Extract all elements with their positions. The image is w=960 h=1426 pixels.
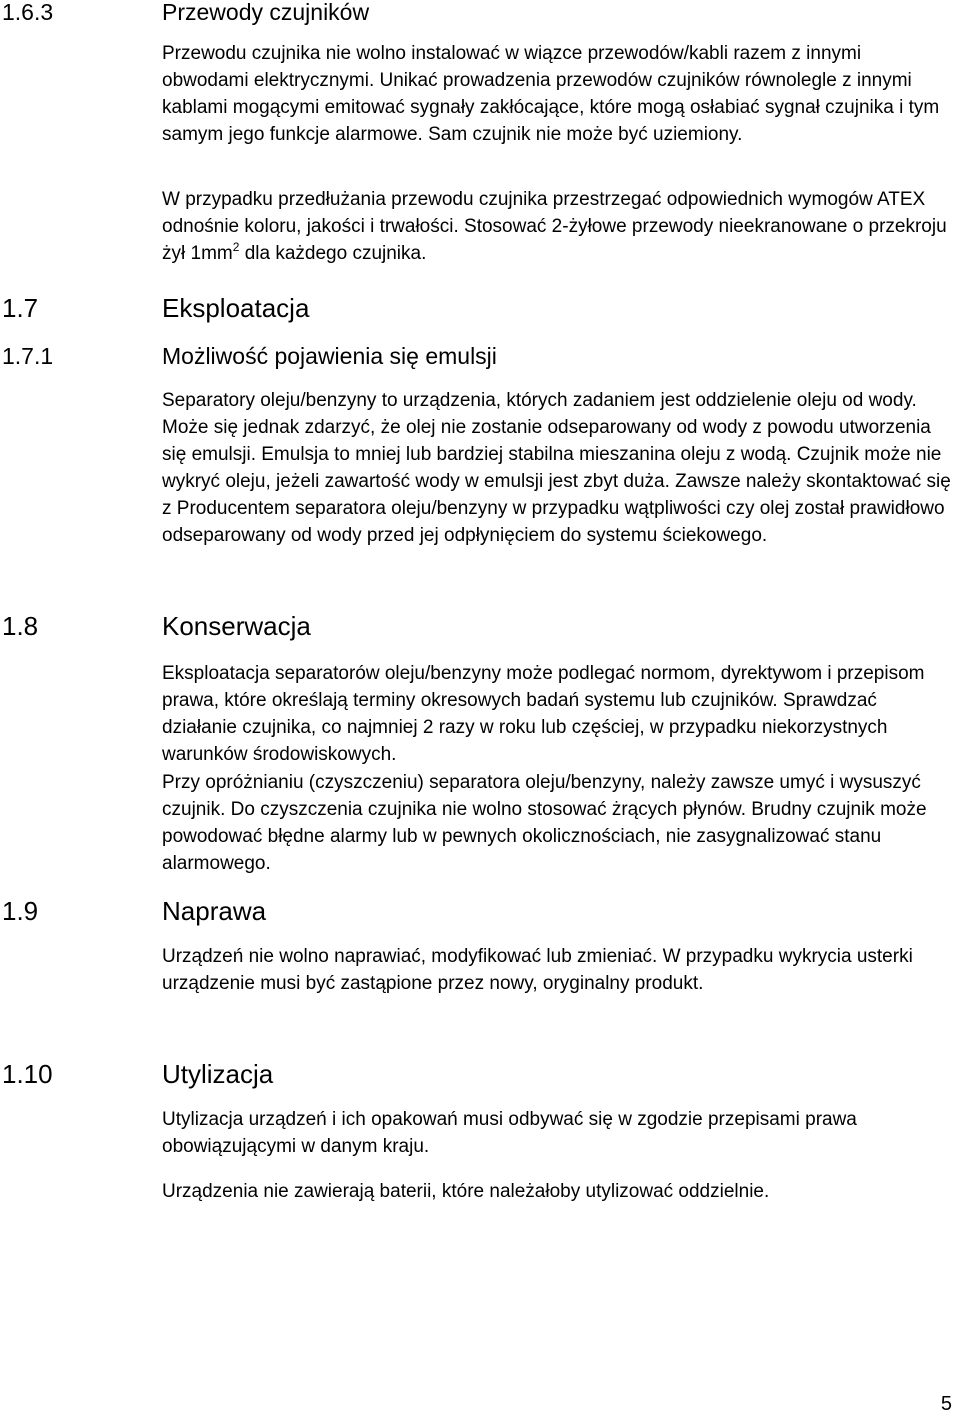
section-number: 1.7.1 — [2, 343, 54, 369]
paragraph-emulsion: Separatory oleju/benzyny to urządzenia, których zadaniem jest oddzielenie oleju od wody. Może się jednak zdarzyć, że olej nie zostanie odseparowany od wody z powodu utworzenia się emulsji. Emulsja to mniej lub bardziej stabilna mieszanina oleju z wodą. Czujnik może nie wykryć oleju, jeżeli zawartość wody w emulsji jest zbyt duża. Zawsze należy skontaktować się z Producentem separatora oleju/benzyny w przypadku wątpliwości czy olej został prawidłowo odseparowany od wody przed jej odpłynięciem do systemu ściekowego. — [162, 390, 951, 546]
paragraph-disposal-2: Urządzenia nie zawierają baterii, które należałoby utylizować oddzielnie. — [162, 1181, 770, 1202]
heading-1-8 — [2, 611, 311, 641]
page-number: 5 — [940, 1393, 952, 1415]
section-title: Utylizacja — [162, 1059, 274, 1089]
section-title: Możliwość pojawienia się emulsji — [162, 343, 497, 369]
paragraph-sensor-cables-2 — [162, 186, 952, 267]
paragraph-text-end: dla każdego czujnika. — [239, 243, 427, 264]
heading-1-7 — [2, 293, 309, 323]
heading-1-6-3 — [2, 0, 369, 26]
section-title: Naprawa — [162, 896, 267, 926]
paragraph-disposal-1: Utylizacja urządzeń i ich opakowań musi odbywać się w zgodzie przepisami prawa obowiązującymi w danym kraju. — [162, 1109, 857, 1157]
paragraph-text: W przypadku przedłużania przewodu czujnika przestrzegać odpowiednich wymogów ATEX odnośnie koloru, jakości i trwałości. Stosować 2-żyłowe przewody nieekranowane o przekroju żył 1mm — [162, 189, 947, 264]
section-title: Eksploatacja — [162, 293, 310, 323]
section-title: Przewody czujników — [162, 0, 370, 25]
paragraph-maintenance-1: Eksploatacja separatorów oleju/benzyny może podlegać normom, dyrektywom i przepisom prawa, które określają terminy okresowych badań systemu lub czujników. Sprawdzać działanie czujnika, co najmniej 2 razy w roku lub częściej, w przypadku niekorzystnych warunków środowiskowych. — [162, 663, 925, 765]
heading-1-9 — [2, 896, 266, 926]
heading-1-10 — [2, 1059, 273, 1089]
section-number: 1.8 — [2, 611, 39, 641]
section-number: 1.9 — [2, 896, 39, 926]
paragraph-maintenance-2: Przy opróżnianiu (czyszczeniu) separatora oleju/benzyny, należy zawsze umyć i wysuszyć czujnik. Do czyszczenia czujnika nie wolno stosować żrących płynów. Brudny czujnik może powodować błędne alarmy lub w pewnych okolicznościach, nie zasygnalizować stanu alarmowego. — [162, 772, 927, 874]
paragraph-repair: Urządzeń nie wolno naprawiać, modyfikować lub zmieniać. W przypadku wykrycia usterki urządzenie musi być zastąpione przez nowy, oryginalny produkt. — [162, 946, 913, 994]
paragraph-sensor-cables-1: Przewodu czujnika nie wolno instalować w wiązce przewodów/kabli razem z innymi obwodami elektrycznymi. Unikać prowadzenia przewodów czujników równolegle z innymi kablami mogącymi emitować sygnały zakłócające, które mogą osłabiać sygnał czujnika i tym samym jego funkcje alarmowe. Sam czujnik nie może być uziemiony. — [162, 43, 940, 145]
heading-1-7-1 — [2, 342, 497, 370]
section-title: Konserwacja — [162, 611, 311, 641]
section-number: 1.10 — [2, 1059, 53, 1089]
section-number: 1.6.3 — [2, 0, 54, 25]
superscript: 2 — [232, 240, 240, 254]
section-number: 1.7 — [2, 293, 39, 323]
